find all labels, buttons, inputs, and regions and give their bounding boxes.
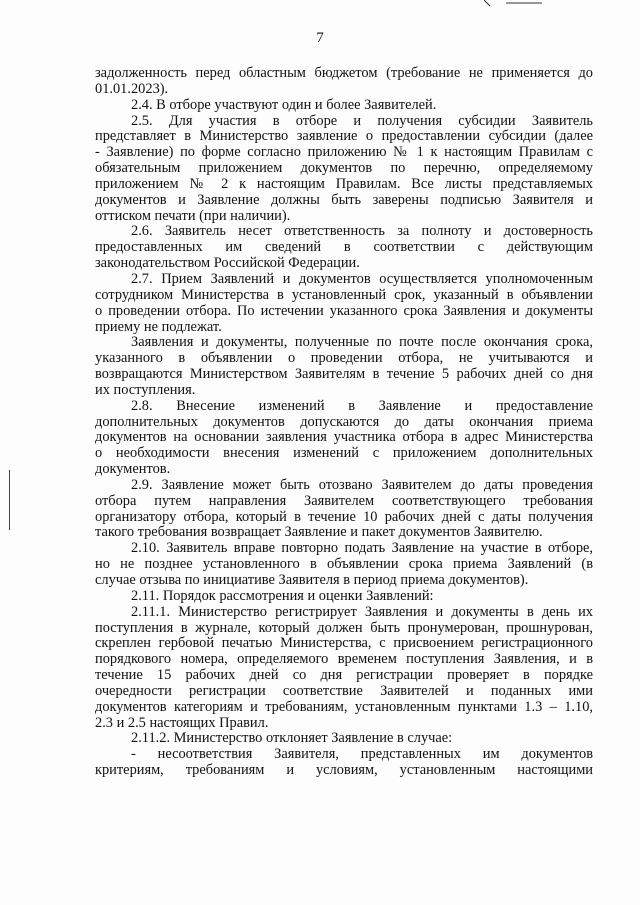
page-number: 7 [316,30,324,46]
text-line: 2.8. Внесение изменений в Заявление и предоставление [131,398,593,414]
text-line: 2.9. Заявление может быть отозвано Заявителем до даты проведения [131,477,593,493]
scan-binding-mark [8,470,11,530]
text-line: предоставленных им сведений в соответствии с действующим [95,240,593,256]
document-body [95,66,593,779]
text-line: документов категориям и требованиям, установленным пунктами 1.3 – 1.10, [95,699,593,715]
text-line: документов. [95,461,171,478]
text-line: задолженность перед областным бюджетом (требование не применяется до [95,66,593,81]
text-line: о необходимости внесения изменений с приложением дополнительных [95,446,593,462]
text-line: представляет в Министерство заявление о предоставлении субсидии (далее [95,129,593,145]
text-line: указанного в объявлении о проведении отбора, не учитываются и [95,351,593,367]
text-line: документов на основании заявления участника отбора в адрес Министерства [95,430,593,446]
text-line: 2.4. В отборе участвуют один и более Заявителей. [131,96,437,113]
text-line: 2.10. Заявитель вправе повторно подать Заявление на участие в отборе, [131,541,593,557]
text-line: течение 15 рабочих дней со дня регистрации проверяет в порядке [95,668,593,684]
text-line: законодательством Российской Федерации. [95,255,360,272]
text-line: случае отзыва по инициативе Заявителя в период приема документов). [95,572,529,588]
text-line: 2.5. Для участия в отборе и получения субсидии Заявитель [131,113,593,129]
text-line: - несоответствия Заявителя, представленных им документов [131,747,593,763]
text-line: Заявления и документы, полученные по почте после окончания срока, [131,335,593,351]
scan-edge-mark [484,0,544,8]
text-line: очередности регистрации соответствие Заявителей и поданных ими [95,683,593,699]
text-line: сотрудником Министерства в установленный срок, указанный в объявлении [95,287,593,303]
text-line: отбора путем направления Заявителем соответствующего требования [95,493,593,509]
text-line: 2.3 и 2.5 настоящих Правил. [95,714,269,731]
text-line: 2.11. Порядок рассмотрения и оценки Заявлений: [131,587,434,604]
text-line: - Заявление) по форме согласно приложению № 1 к настоящим Правилам с [95,145,593,161]
text-line: порядкового номера, определяемого временем поступления Заявления, и в [95,652,593,668]
text-line: скреплен гербовой печатью Министерства, с присвоением регистрационного [95,636,593,652]
text-line: 2.7. Прием Заявлений и документов осуществляется уполномоченным [131,271,593,287]
text-line: поступления в журнале, который должен быть пронумерован, прошнурован, [95,620,593,636]
text-line: приему не подлежат. [95,318,222,335]
text-line: 2.6. Заявитель несет ответственность за полноту и достоверность [131,224,593,240]
text-line: организатору отбора, который в течение 10 рабочих дней с даты получения [95,509,593,525]
text-line: документов и Заявление должны быть заверены подписью Заявителя и [95,192,593,208]
text-line: приложением № 2 к настоящим Правилам. Все листы представляемых [95,176,593,192]
text-line: 2.11.1. Министерство регистрирует Заявления и документы в день их [131,604,593,620]
text-line: о проведении отбора. По истечении указанного срока Заявления и документы [95,303,593,319]
text-line: дополнительных документов допускаются до даты окончания приема [95,414,593,430]
text-line: 01.01.2023). [95,80,169,97]
text-line: оттиском печати (при наличии). [95,207,291,224]
text-line: обязательным приложением документов по перечню, определяемому [95,161,593,177]
text-line: их поступления. [95,381,196,398]
text-line: но не позднее установленного в объявлении срока приема Заявлений (в [95,557,593,573]
text-line: возвращаются Министерством Заявителям в течение 5 рабочих дней со дня [95,367,593,383]
text-line: 2.11.2. Министерство отклоняет Заявление в случае: [131,730,453,747]
text-line: такого требования возвращает Заявление и пакет документов Заявителю. [95,524,543,541]
text-line: критериям, требованиям и условиям, установленным настоящими [95,763,593,779]
